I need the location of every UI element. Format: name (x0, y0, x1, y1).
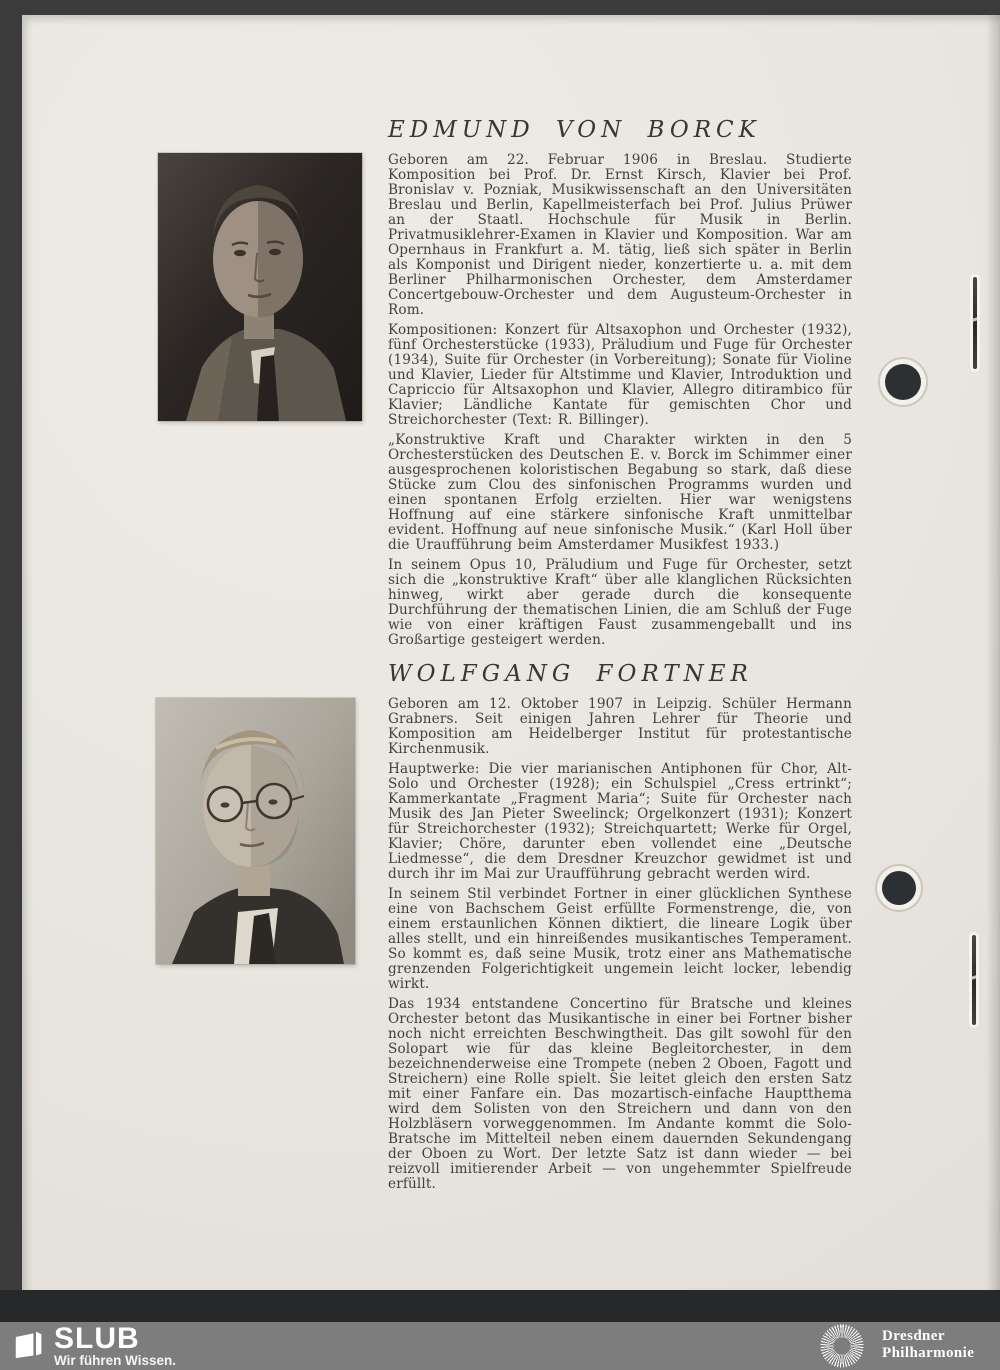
paper-sheet (22, 15, 1000, 1290)
staple-bottom (972, 935, 976, 1025)
slub-tagline: Wir führen Wissen. (54, 1353, 177, 1368)
article-fortner-paragraph-3: In seinem Stil verbindet Fortner in einer glücklichen Synthese eine von Bachschem Geist erfüllte Formenstrenge, die, von einem erstaunlichen Können diktiert, die lineare Logik über alles stellt, und ein hinreißendes musikantisches Temperament. So kommt es, daß seine Musik, trotz einer ans Mathematische grenzenden Folgerichtigkeit ungemein leicht locker, lebendig wirkt. (388, 886, 852, 992)
staple-top (973, 277, 977, 369)
footer-divider (0, 1290, 1000, 1322)
portrait-borck-image (158, 153, 362, 421)
article-fortner-heading: WOLFGANG FORTNER (388, 661, 753, 687)
article-fortner-paragraph-4: Das 1934 entstandene Concertino für Bratsche und kleines Orchester betont das Musikantische in einer bei Fortner bisher noch nicht erreichten Beschwingtheit. Das gilt sowohl für den Solopart wie für das kleine Begleitorchester, in dem bezeichnenderweise eine Trompete (neben 2 Oboen, Fagott und Streichern) eine Rolle spielt. Sie leitet gleich den ersten Satz mit einer Fanfare ein. Das mozartisch-einfache Hauptthema wird dem Solisten von den Streichern und dann von den Holzbläsern vorweggenommen. Im Andante kommt die Solo-Bratsche im Mittelteil neben einem dauernden Sekundengang der Oboen zu Wort. Der letzte Satz ist dann wieder — bei reizvoll imitierender Arbeit — von ungehemmter Spielfreude erfüllt. (388, 996, 852, 1192)
article-fortner-paragraph-2: Hauptwerke: Die vier marianischen Antiphonen für Chor, Alt-Solo und Orchester (1928); ein Schulspiel „Cress ertrinkt“; Kammerkantate „Fragment Maria“; Suite für Orchester nach Musik des Jan Pieter Sweelinck; Orgelkonzert (1931); Konzert für Streichorchester (1932); Streichquartett; Werke für Orgel, Klavier; Chöre, darunter eben vollendet eine „Deutsche Liedmesse“, die dem Dresdner Kreuzchor gewidmet ist und durch ihr im Mai zur Uraufführung gebracht werden wird. (388, 761, 852, 882)
dresdner-philharmonie-wordmark (882, 1328, 974, 1362)
punch-hole-top (885, 364, 921, 400)
portrait-fortner-image (156, 698, 355, 964)
punch-hole-bottom (882, 871, 916, 905)
article-borck-heading: EDMUND VON BORCK (388, 117, 761, 143)
slub-name: SLUB (54, 1322, 140, 1355)
article-fortner (388, 659, 852, 1197)
article-borck-paragraph-4: In seinem Opus 10, Präludium und Fuge für Orchester, setzt sich die „konstruktive Kraft“ über alle klanglichen Rücksichten hinweg, wirkt aber gerade durch die konsequente Durchführung der thematischen Linien, die am Schluß der Fuge wie von einer kräftigen Faust zusammengeballt und ins Großartige gesteigert werden. (388, 557, 852, 648)
slub-book-icon (14, 1328, 44, 1360)
article-borck-paragraph-2: Kompositionen: Konzert für Altsaxophon und Orchester (1932), fünf Orchesterstücke (1933), Präludium und Fuge für Orchester (1934), Suite für Orchester (in Vorbereitung); Sonate für Violine und Klavier, Lieder für Altstimme und Klavier, Introduktion und Capriccio für Altsaxophon und Klavier, Allegro ditirambico für Klavier; Ländliche Kantate für gemischten Chor und Streichorchester (Text: R. Billinger). (388, 322, 852, 428)
portrait-photo-fortner (156, 698, 355, 964)
starburst-icon (818, 1322, 866, 1370)
footer-bar (0, 1322, 1000, 1370)
article-borck-paragraph-1: Geboren am 22. Februar 1906 in Breslau. Studierte Komposition bei Prof. Dr. Ernst Kirsch, Klavier bei Prof. Bronislav v. Pozniak, Musikwissenschaft an den Universitäten Breslau und Berlin, Kapellmeisterfach bei Prof. Julius Prüwer an der Staatl. Hochschule für Musik in Berlin. Privatmusiklehrer-Examen in Klavier und Komposition. War am Opernhaus in Frankfurt a. M. tätig, ließ sich später in Berlin als Komponist und Dirigent nieder, konzertierte u. a. mit dem Berliner Philharmonischen Orchester, dem Amsterdamer Concertgebouw-Orchester und dem Augusteum-Orchester in Rom. (388, 152, 852, 318)
article-borck (388, 115, 852, 653)
article-borck-paragraph-3: „Konstruktive Kraft und Charakter wirkten in den 5 Orchesterstücken des Deutschen E. v. Borck im Schimmer einer ausgesprochenen koloristischen Begabung so stark, daß diese Stücke zum Clou des sinfonischen Programms wurden und einen spontanen Erfolg erzielten. Hier war wenigstens Hoffnung auf eine stärkere sinfonische Kraft unmittelbar evident. Hoffnung auf neue sinfonische Musik.“ (Karl Holl über die Uraufführung beim Amsterdamer Musikfest 1933.) (388, 432, 852, 553)
philharmonie-line-1: Dresdner (882, 1328, 945, 1344)
article-fortner-paragraph-1: Geboren am 12. Oktober 1907 in Leipzig. Schüler Hermann Grabners. Seit einigen Jahren Lehrer für Theorie und Komposition am Heidelberger Institut für protestantische Kirchenmusik. (388, 696, 852, 757)
philharmonie-line-2: Philharmonie (882, 1345, 975, 1361)
portrait-photo-borck (158, 153, 362, 421)
